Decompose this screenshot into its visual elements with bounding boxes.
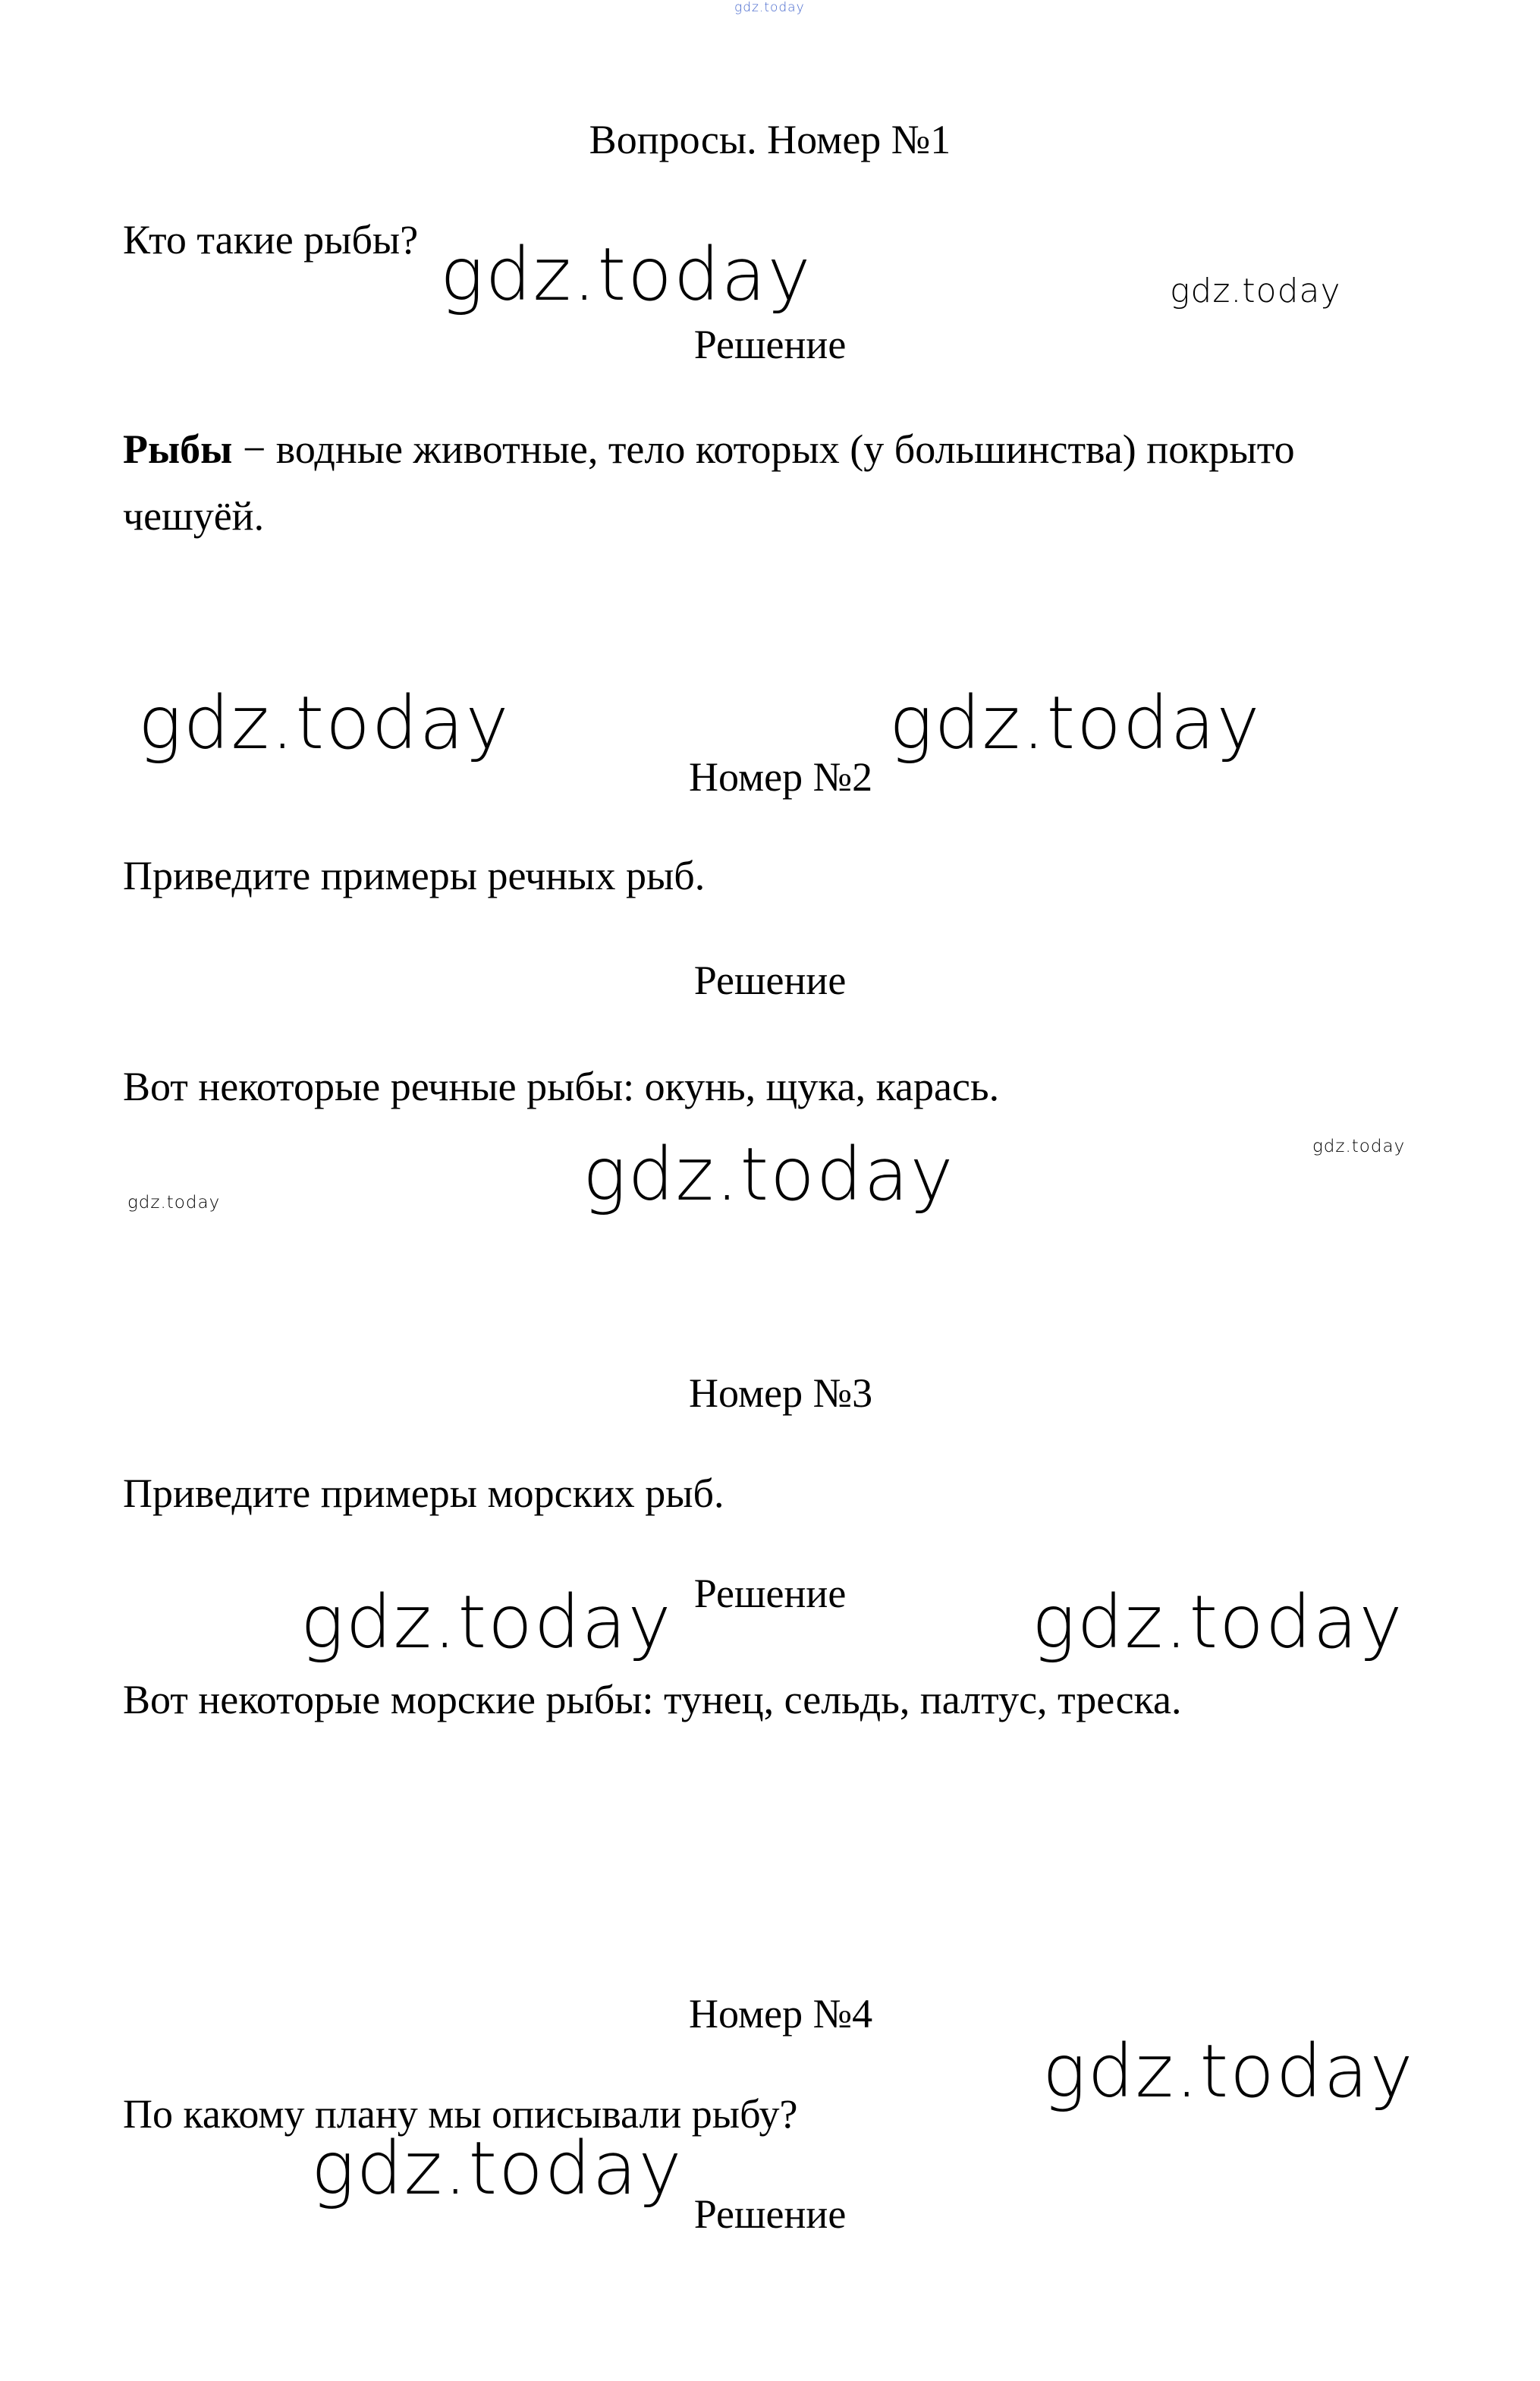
question-2: Приведите примеры речных рыб. bbox=[123, 853, 706, 898]
watermark: gdz.today bbox=[1170, 272, 1341, 310]
question-1: Кто такие рыбы? bbox=[123, 217, 419, 263]
answer-2: Вот некоторые речные рыбы: окунь, щука, карась. bbox=[123, 1064, 1000, 1109]
watermark: gdz.today bbox=[889, 681, 1262, 766]
watermark: gdz.today bbox=[300, 1580, 673, 1665]
answer-1-term: Рыбы bbox=[123, 426, 233, 472]
watermark: gdz.today bbox=[440, 232, 812, 317]
solution-label-2: Решение bbox=[693, 958, 847, 1003]
watermark: gdz.today bbox=[583, 1132, 955, 1217]
watermark: gdz.today bbox=[1032, 1580, 1404, 1665]
solution-label-3: Решение bbox=[693, 1571, 847, 1616]
watermark: gdz.today bbox=[1312, 1137, 1406, 1156]
page-title: Вопросы. Номер №1 bbox=[589, 117, 951, 162]
question-2-heading: Номер №2 bbox=[689, 754, 873, 800]
question-4-heading: Номер №4 bbox=[689, 1991, 873, 2037]
solution-label-4: Решение bbox=[693, 2191, 847, 2237]
watermark: gdz.today bbox=[311, 2126, 684, 2211]
watermark: gdz.today bbox=[1042, 2029, 1415, 2114]
question-3: Приведите примеры морских рыб. bbox=[123, 1470, 724, 1516]
question-3-heading: Номер №3 bbox=[689, 1370, 873, 1416]
watermark: gdz.today bbox=[138, 681, 511, 766]
solution-label-1: Решение bbox=[693, 322, 847, 367]
watermark: gdz.today bbox=[127, 1193, 221, 1213]
watermark-top: gdz.today bbox=[734, 0, 805, 15]
answer-1 bbox=[123, 416, 1428, 549]
answer-3: Вот некоторые морские рыбы: тунец, сельдь, палтус, треска. bbox=[123, 1677, 1182, 1722]
answer-1-text: − водные животные, тело которых (у большинства) покрыто чешуёй. bbox=[123, 426, 1295, 539]
question-4: По какому плану мы описывали рыбу? bbox=[123, 2091, 798, 2137]
